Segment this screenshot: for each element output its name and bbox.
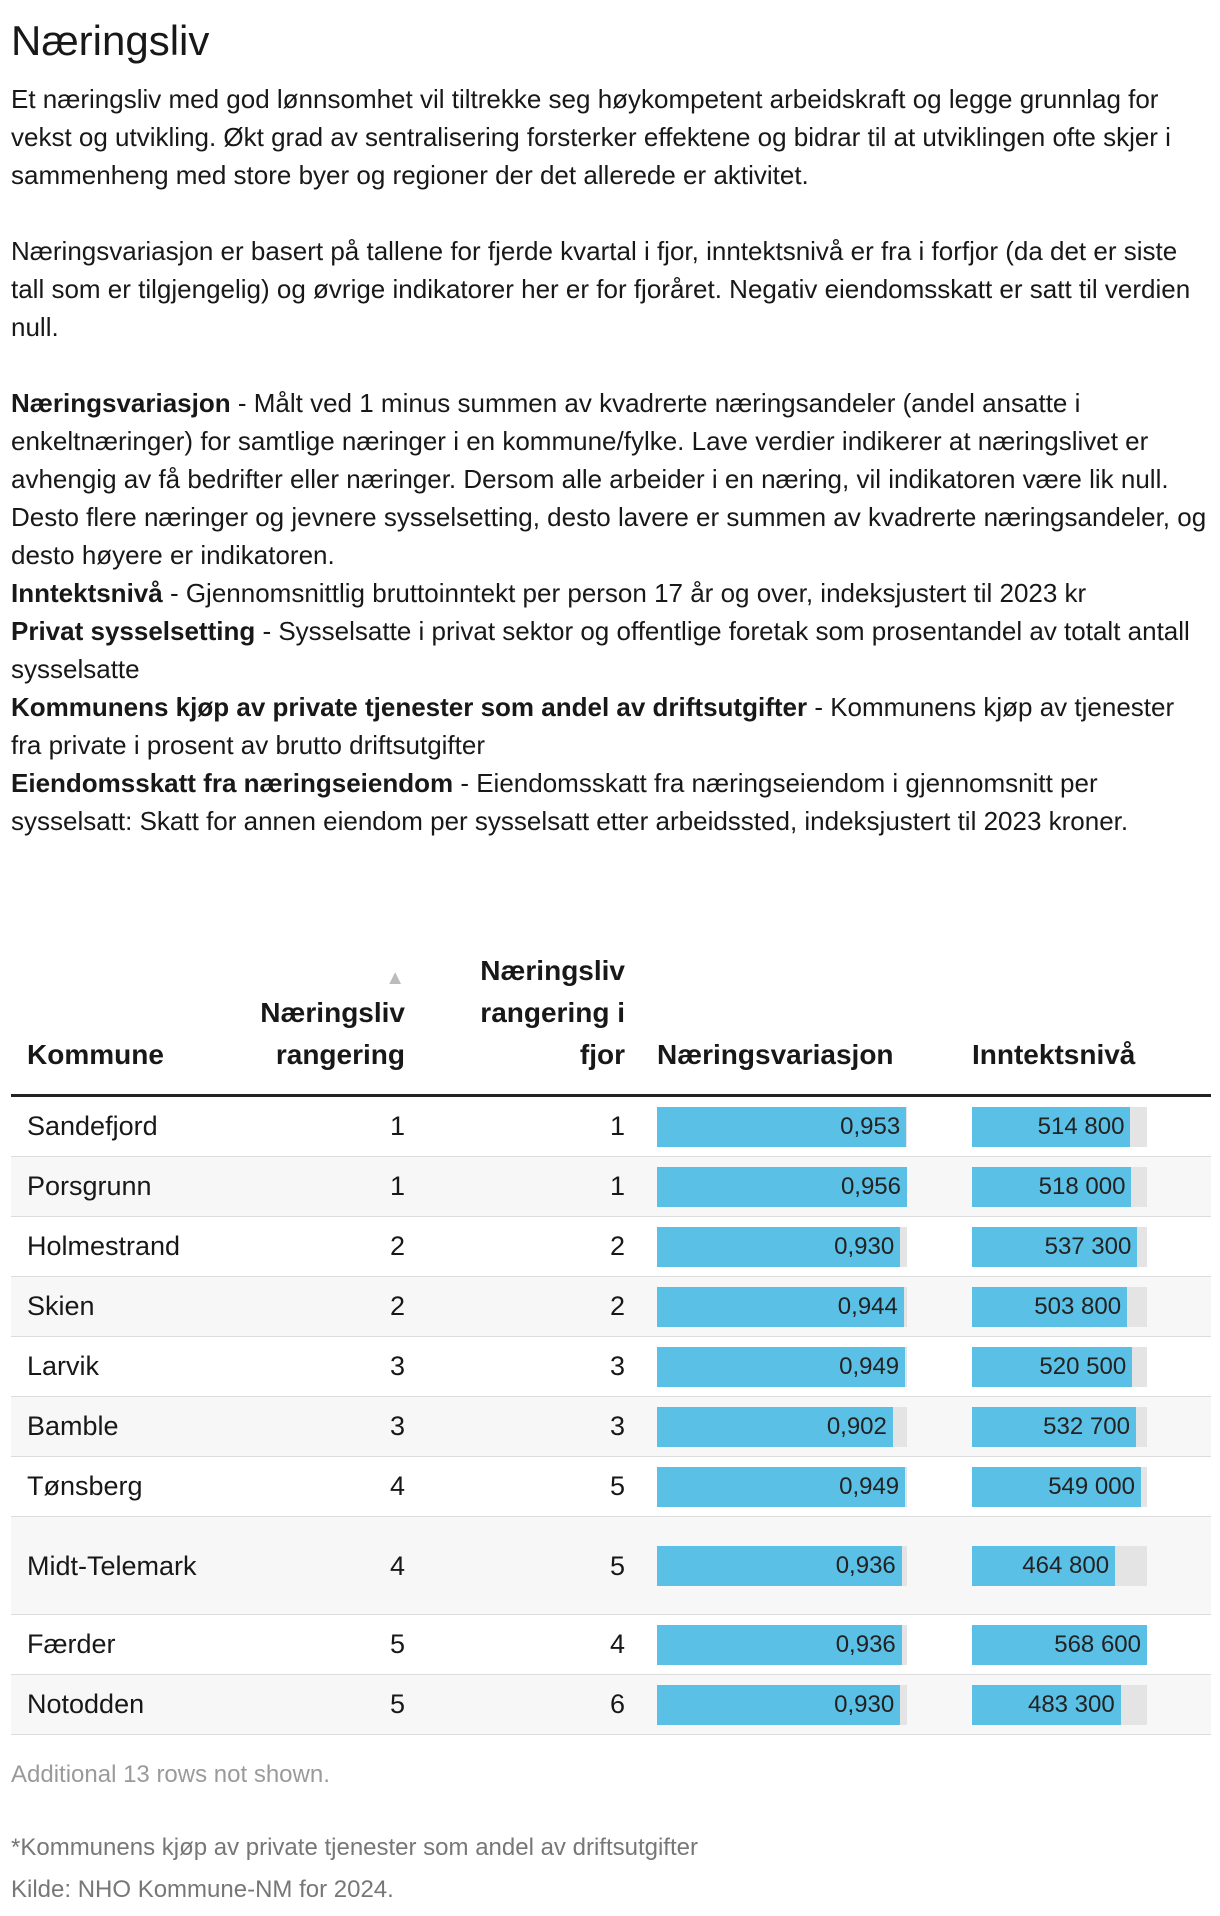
bar	[972, 1167, 1131, 1207]
bar-value-label: 532 700	[1043, 1412, 1130, 1440]
table-row	[11, 1517, 1211, 1615]
bar	[972, 1107, 1130, 1147]
sort-asc-icon: ▲	[385, 967, 405, 989]
bar-track	[972, 1625, 1147, 1665]
cell-inntekt	[956, 1337, 1211, 1397]
cell-rangering: 5	[236, 1675, 421, 1735]
bar-track	[972, 1685, 1147, 1725]
header-inntekt[interactable]: Inntektsnivå	[956, 950, 1211, 1096]
bar	[972, 1227, 1137, 1267]
bar-value-label: 0,936	[835, 1630, 896, 1658]
cell-inntekt	[956, 1217, 1211, 1277]
cell-variasjon	[641, 1457, 956, 1517]
bar-track	[657, 1546, 907, 1586]
bar-value-label: 0,953	[840, 1112, 901, 1140]
data-table	[11, 950, 1211, 1735]
table-body	[11, 1096, 1211, 1735]
header-variasjon[interactable]: Næringsvariasjon	[641, 950, 956, 1096]
bar	[657, 1546, 902, 1586]
bar-track	[657, 1167, 907, 1207]
definition-item	[11, 384, 1211, 574]
table-row	[11, 1337, 1211, 1397]
bar	[972, 1467, 1141, 1507]
cell-kommune: Bamble	[11, 1397, 236, 1457]
table-header-row	[11, 950, 1211, 1096]
cell-rangering-fjor: 2	[421, 1217, 641, 1277]
bar-value-label: 0,956	[840, 1172, 901, 1200]
cell-rangering-fjor: 5	[421, 1517, 641, 1615]
table-row	[11, 1217, 1211, 1277]
definition-item	[11, 612, 1211, 688]
bar-value-label: 537 300	[1044, 1232, 1132, 1260]
bar	[972, 1546, 1115, 1586]
header-rangering[interactable]	[236, 950, 421, 1096]
bar-value-label: 0,902	[826, 1412, 887, 1440]
bar-value-label: 483 300	[1027, 1690, 1115, 1718]
cell-variasjon	[641, 1615, 956, 1675]
bar	[972, 1625, 1147, 1665]
definition-text: - Kommunens kjøp av tjenester fra private i prosent av brutto driftsutgifter	[11, 692, 1175, 760]
cell-rangering-fjor: 3	[421, 1397, 641, 1457]
intro-paragraph: Et næringsliv med god lønnsomhet vil tiltrekke seg høykompetent arbeidskraft og legge grunnlag for vekst og utvikling. Økt grad av sentralisering forsterker effektene og bidrar til at utviklingen ofte skjer i sammenheng med store byer og regioner der det allerede er aktivitet.	[11, 84, 1171, 190]
cell-kommune: Holmestrand	[11, 1217, 236, 1277]
definition-text: - Eiendomsskatt fra næringseiendom i gjennomsnitt per sysselsatt: Skatt for annen eiendom per sysselsatt etter arbeidssted, indeksjustert til 2023 kroner.	[11, 768, 1129, 836]
cell-kommune: Tønsberg	[11, 1457, 236, 1517]
cell-rangering: 1	[236, 1096, 421, 1157]
bar	[657, 1685, 900, 1725]
bar-track	[657, 1227, 907, 1267]
bar	[657, 1625, 902, 1665]
bar-track	[972, 1107, 1147, 1147]
definition-item	[11, 574, 1211, 612]
cell-rangering-fjor: 6	[421, 1675, 641, 1735]
definition-item	[11, 688, 1211, 764]
bar	[972, 1347, 1132, 1387]
bar-track	[657, 1287, 907, 1327]
bar-value-label: 0,944	[837, 1292, 898, 1320]
bar-track	[972, 1287, 1147, 1327]
bar-track	[972, 1546, 1147, 1586]
cell-rangering-fjor: 1	[421, 1096, 641, 1157]
method-paragraph: Næringsvariasjon er basert på tallene for fjerde kvartal i fjor, inntektsnivå er fra i forfjor (da det er siste tall som er tilgjengelig) og øvrige indikatorer her er for fjoråret. Negativ eiendomsskatt er satt til verdien null.	[11, 236, 1191, 342]
definition-term: Kommunens kjøp av private tjenester som andel av driftsutgifter	[11, 692, 808, 722]
cell-inntekt	[956, 1675, 1211, 1735]
header-rangering-label: Næringsliv rangering	[260, 997, 405, 1070]
bar-value-label: 520 500	[1039, 1352, 1127, 1380]
bar	[657, 1167, 907, 1207]
bar-value-label: 0,949	[839, 1352, 900, 1380]
cell-rangering: 2	[236, 1277, 421, 1337]
bar-value-label: 0,930	[834, 1690, 895, 1718]
cell-rangering: 4	[236, 1517, 421, 1615]
cell-inntekt	[956, 1615, 1211, 1675]
cell-kommune: Sandefjord	[11, 1096, 236, 1157]
cell-inntekt	[956, 1457, 1211, 1517]
definition-term: Næringsvariasjon	[11, 388, 231, 418]
cell-kommune: Larvik	[11, 1337, 236, 1397]
bar	[972, 1685, 1121, 1725]
definition-text: - Målt ved 1 minus summen av kvadrerte næringsandeler (andel ansatte i enkeltnæringer) for samtlige næringer i en kommune/fylke. Lave verdier indikerer at næringslivet er avhengig av få bedrifter eller næringer. Dersom alle arbeider i en næring, vil indikatoren være lik null. Desto flere næringer og jevnere sysselsetting, desto lavere er summen av kvadrerte næringsandeler, og desto høyere er indikatoren.	[11, 388, 1207, 570]
definition-text: - Gjennomsnittlig bruttoinntekt per person 17 år og over, indeksjustert til 2023 kr	[162, 578, 1087, 608]
cell-rangering: 2	[236, 1217, 421, 1277]
cell-kommune: Færder	[11, 1615, 236, 1675]
bar	[657, 1467, 905, 1507]
bar-value-label: 0,949	[839, 1472, 900, 1500]
table-row	[11, 1157, 1211, 1217]
definition-text: - Sysselsatte i privat sektor og offentlige foretak som prosentandel av totalt antall sysselsatte	[11, 616, 1190, 684]
cell-inntekt	[956, 1397, 1211, 1457]
table-row	[11, 1277, 1211, 1337]
cell-variasjon	[641, 1675, 956, 1735]
bar-value-label: 568 600	[1054, 1630, 1141, 1658]
footnote: *Kommunens kjøp av private tjenester som andel av driftsutgifter	[11, 1834, 698, 1861]
bar	[657, 1407, 893, 1447]
bar-track	[972, 1467, 1147, 1507]
cell-rangering: 1	[236, 1157, 421, 1217]
cell-variasjon	[641, 1337, 956, 1397]
cell-rangering-fjor: 1	[421, 1157, 641, 1217]
cell-rangering-fjor: 3	[421, 1337, 641, 1397]
bar	[972, 1407, 1136, 1447]
definition-term: Privat sysselsetting	[11, 616, 256, 646]
cell-rangering: 5	[236, 1615, 421, 1675]
cell-inntekt	[956, 1157, 1211, 1217]
bar-track	[972, 1407, 1147, 1447]
bar	[657, 1227, 900, 1267]
cell-inntekt	[956, 1277, 1211, 1337]
cell-variasjon	[641, 1517, 956, 1615]
cell-inntekt	[956, 1096, 1211, 1157]
table-row	[11, 1675, 1211, 1735]
cell-rangering: 3	[236, 1397, 421, 1457]
cell-kommune: Notodden	[11, 1675, 236, 1735]
bar-value-label: 503 800	[1034, 1292, 1122, 1320]
cell-variasjon	[641, 1277, 956, 1337]
table-row	[11, 1457, 1211, 1517]
cell-variasjon	[641, 1157, 956, 1217]
table-row	[11, 1096, 1211, 1157]
bar-track	[657, 1625, 907, 1665]
bar-value-label: 549 000	[1048, 1472, 1135, 1500]
bar-value-label: 0,930	[834, 1232, 895, 1260]
bar-value-label: 518 000	[1038, 1172, 1126, 1200]
bar	[972, 1287, 1127, 1327]
cell-variasjon	[641, 1217, 956, 1277]
cell-kommune: Porsgrunn	[11, 1157, 236, 1217]
bar-track	[657, 1407, 907, 1447]
bar-track	[972, 1347, 1147, 1387]
cell-rangering-fjor: 4	[421, 1615, 641, 1675]
bar-value-label: 0,936	[835, 1551, 896, 1579]
header-rangering-fjor[interactable]: Næringsliv rangering i fjor	[421, 950, 641, 1096]
bar-track	[657, 1467, 907, 1507]
cell-rangering-fjor: 5	[421, 1457, 641, 1517]
source-note: Kilde: NHO Kommune-NM for 2024.	[11, 1876, 394, 1903]
cell-rangering: 4	[236, 1457, 421, 1517]
bar-track	[657, 1685, 907, 1725]
header-kommune[interactable]: Kommune	[11, 950, 236, 1096]
cell-variasjon	[641, 1096, 956, 1157]
bar-track	[657, 1347, 907, 1387]
bar	[657, 1287, 904, 1327]
definitions	[11, 384, 1211, 840]
cell-rangering: 3	[236, 1337, 421, 1397]
bar-track	[657, 1107, 907, 1147]
page-title: Næringsliv	[11, 17, 210, 64]
bar-track	[972, 1167, 1147, 1207]
bar	[657, 1347, 905, 1387]
bar-value-label: 514 800	[1037, 1112, 1125, 1140]
rows-not-shown-note: Additional 13 rows not shown.	[11, 1761, 330, 1788]
cell-kommune: Skien	[11, 1277, 236, 1337]
cell-rangering-fjor: 2	[421, 1277, 641, 1337]
definition-item	[11, 764, 1211, 840]
cell-inntekt	[956, 1517, 1211, 1615]
cell-kommune: Midt-Telemark	[11, 1517, 236, 1615]
table-row	[11, 1397, 1211, 1457]
bar	[657, 1107, 906, 1147]
bar-track	[972, 1227, 1147, 1267]
table-row	[11, 1615, 1211, 1675]
bar-value-label: 464 800	[1022, 1551, 1110, 1579]
definition-term: Eiendomsskatt fra næringseiendom	[11, 768, 454, 798]
definition-term: Inntektsnivå	[11, 578, 163, 608]
cell-variasjon	[641, 1397, 956, 1457]
